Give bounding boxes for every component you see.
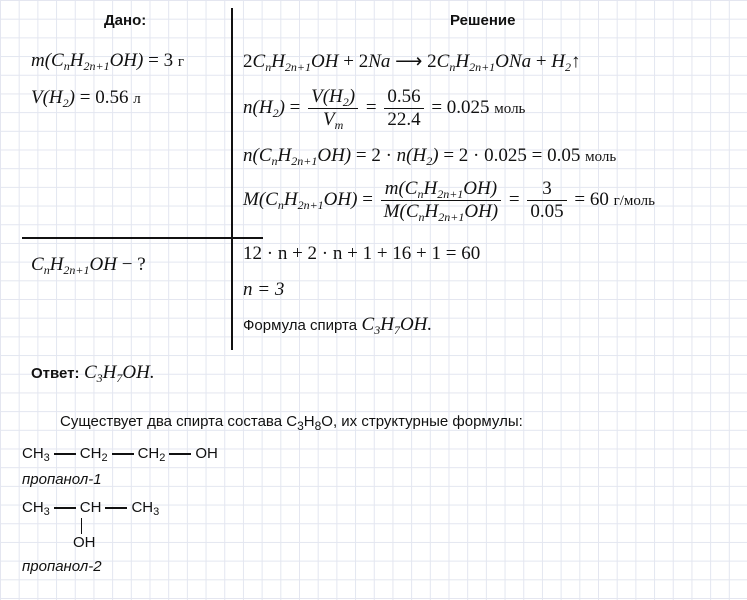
n-result: n = 3	[243, 279, 285, 300]
propanol-1-structure: $CH_3$ $CH_2$ $CH_2$ OH	[22, 445, 218, 464]
given-header: Дано:	[104, 12, 147, 29]
propanol-2-branch-bond	[81, 518, 82, 534]
propanol-2-label: пропанол-2	[22, 558, 102, 575]
given-mass: $m(C_nH_{2n+1}OH) = 3$ г	[31, 50, 184, 73]
solution-header: Решение	[450, 12, 516, 29]
formula-line: Формула спирта $C_3H_7OH$.	[243, 314, 433, 337]
propanol-2-structure: $CH_3$ CH $CH_3$	[22, 499, 160, 518]
isomers-note: Существует два спирта состава $C_3H_8O$, их структурные формулы:	[60, 413, 523, 433]
given-volume: $V(H_2) = 0.56$ л	[31, 87, 141, 110]
answer-line: Ответ: $C_3H_7OH$.	[31, 362, 155, 385]
find-formula: $C_nH_{2n+1}OH$ − ?	[31, 254, 146, 277]
alcohol-moles-calc: $n(C_nH_{2n+1}OH) = 2 \cdot n(H_2) = 2 \cdot 0.025 = 0.05$ моль	[243, 145, 617, 168]
propanol-1-label: пропанол-1	[22, 471, 102, 488]
molar-mass-calc: $M(C_nH_{2n+1}OH)$ = $\frac{m(C_nH_{2n+1}OH)}{M(C_nH_{2n+1}OH)}$ = $\frac{3}{0.05}$ = 60 г/моль	[243, 178, 656, 224]
hydrogen-moles-calc: $n(H_2)$ = $\frac{V(H_2)}{V_m}$ = $\frac{0.56}{22.4}$ = 0.025 моль	[243, 86, 526, 132]
reaction-equation: $2C_nH_{2n+1}OH + 2Na$ ⟶ $2C_nH_{2n+1}ONa$ + $H_2↑$	[243, 51, 581, 74]
equation-for-n: 12 · n + 2 · n + 1 + 16 + 1 = 60	[243, 243, 481, 264]
propanol-2-oh-group: OH	[73, 534, 96, 551]
table-horizontal-divider	[22, 237, 263, 239]
table-vertical-divider	[231, 8, 233, 350]
